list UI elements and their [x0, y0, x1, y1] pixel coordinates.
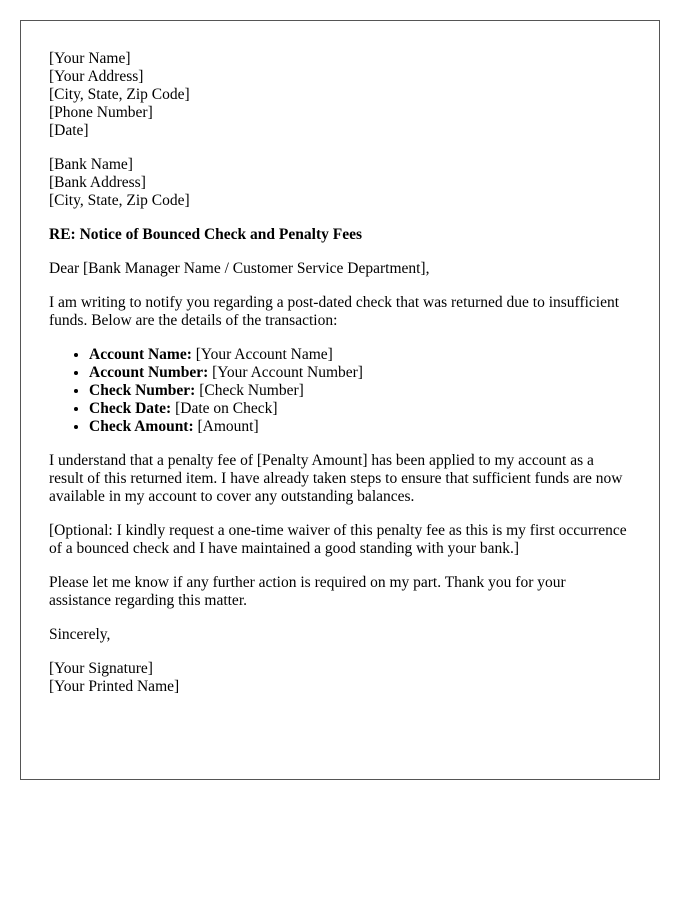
list-item [89, 400, 629, 418]
detail-label: Account Number: [89, 364, 209, 381]
detail-value: [Date on Check] [175, 400, 278, 417]
sender-city-state-zip: [City, State, Zip Code] [49, 86, 190, 103]
subject-line: RE: Notice of Bounced Check and Penalty Fees [49, 226, 362, 243]
detail-label: Check Amount: [89, 418, 194, 435]
sender-block [49, 50, 629, 140]
sender-name: [Your Name] [49, 50, 131, 67]
detail-value: [Your Account Name] [195, 346, 333, 363]
bank-city-state-zip: [City, State, Zip Code] [49, 192, 190, 209]
closing-salutation: Sincerely, [49, 626, 111, 643]
detail-value: [Check Number] [199, 382, 304, 399]
detail-label: Check Number: [89, 382, 196, 399]
sender-phone: [Phone Number] [49, 104, 153, 121]
detail-label: Account Name: [89, 346, 192, 363]
list-item [89, 346, 629, 364]
printed-name: [Your Printed Name] [49, 678, 180, 695]
transaction-details-list [49, 346, 629, 436]
bank-address: [Bank Address] [49, 174, 146, 191]
bank-name: [Bank Name] [49, 156, 133, 173]
recipient-block [49, 156, 629, 210]
optional-waiver-paragraph: [Optional: I kindly request a one-time waiver of this penalty fee as this is my first occurrence of a bounced check and I have maintained a good standing with your bank.] [49, 522, 627, 557]
penalty-paragraph: I understand that a penalty fee of [Penalty Amount] has been applied to my account as a result of this returned item. I have already taken steps to ensure that sufficient funds are now available in my account to cover any outstanding balances. [49, 452, 623, 505]
sender-address: [Your Address] [49, 68, 144, 85]
list-item [89, 382, 629, 400]
detail-label: Check Date: [89, 400, 172, 417]
detail-value: [Amount] [197, 418, 259, 435]
list-item [89, 418, 629, 436]
intro-paragraph: I am writing to notify you regarding a post-dated check that was returned due to insufficient funds. Below are the details of the transaction: [49, 294, 620, 329]
closing-paragraph: Please let me know if any further action is required on my part. Thank you for your assistance regarding this matter. [49, 574, 566, 609]
letter-page [20, 20, 660, 780]
signature: [Your Signature] [49, 660, 153, 677]
letter-content [49, 50, 629, 712]
detail-value: [Your Account Number] [212, 364, 363, 381]
signature-block [49, 660, 629, 696]
salutation: Dear [Bank Manager Name / Customer Service Department], [49, 260, 430, 277]
list-item [89, 364, 629, 382]
letter-date: [Date] [49, 122, 89, 139]
